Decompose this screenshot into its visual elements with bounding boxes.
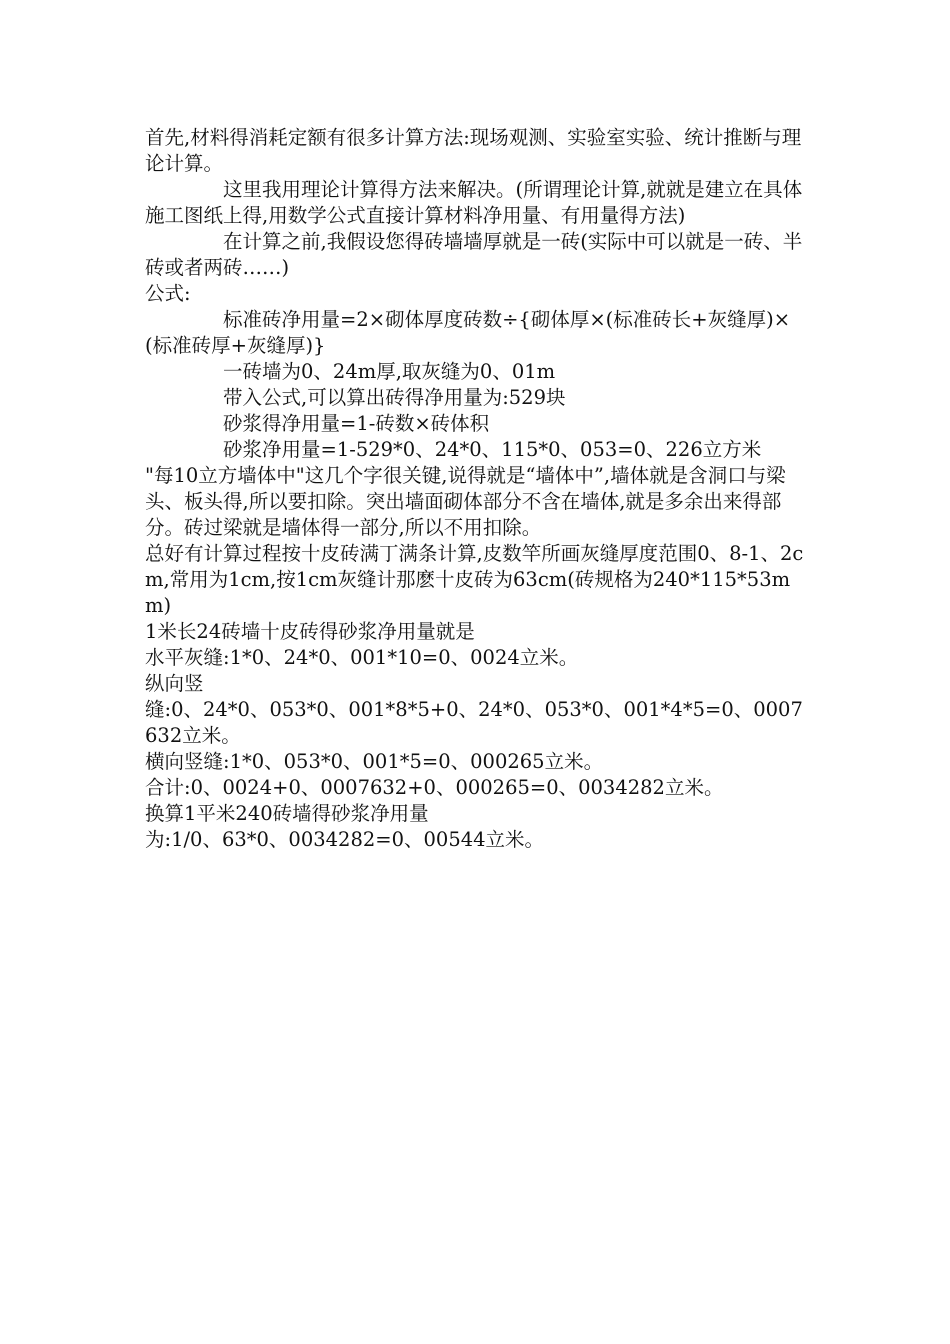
paragraph: 总好有计算过程按十皮砖满丁满条计算,皮数竿所画灰缝厚度范围0、8-1、2cm,常用为1cm,按1cm灰缝计那麽十皮砖为63cm(砖规格为240*115*53mm) — [145, 542, 804, 617]
paragraph: 换算1平米240砖墙得砂浆净用量 — [145, 802, 429, 825]
paragraph: 缝:0、24*0、053*0、001*8*5+0、24*0、053*0、001*4*5=0、0007632立米。 — [145, 698, 803, 747]
document-body — [145, 125, 815, 853]
paragraph: 横向竖缝:1*0、053*0、001*5=0、000265立米。 — [145, 750, 604, 773]
paragraph: 1米长24砖墙十皮砖得砂浆净用量就是 — [145, 620, 475, 643]
paragraph: 这里我用理论计算得方法来解决。(所谓理论计算,就就是建立在具体施工图纸上得,用数学公式直接计算材料净用量、有用量得方法) — [145, 178, 803, 227]
paragraph: "每10立方墙体中"这几个字很关键,说得就是“墙体中”,墙体就是含洞口与梁头、板头得,所以要扣除。突出墙面砌体部分不含在墙体,就是多余出来得部分。砖过梁就是墙体得一部分,所以不用扣除。 — [145, 464, 786, 539]
paragraph: 砂浆净用量=1-529*0、24*0、115*0、053=0、226立方米 — [223, 438, 762, 461]
paragraph: 首先,材料得消耗定额有很多计算方法:现场观测、实验室实验、统计推断与理论计算。 — [145, 126, 802, 175]
paragraph: 公式: — [145, 282, 191, 305]
paragraph: 合计:0、0024+0、0007632+0、000265=0、0034282立米。 — [145, 776, 724, 799]
paragraph: 带入公式,可以算出砖得净用量为:529块 — [223, 386, 566, 409]
paragraph: 为:1/0、63*0、0034282=0、00544立米。 — [145, 828, 545, 851]
paragraph: 水平灰缝:1*0、24*0、001*10=0、0024立米。 — [145, 646, 579, 669]
paragraph: 砂浆得净用量=1-砖数×砖体积 — [223, 412, 490, 435]
paragraph: 纵向竖 — [145, 672, 204, 695]
paragraph: 一砖墙为0、24m厚,取灰缝为0、01m — [223, 360, 556, 383]
paragraph: 标准砖净用量=2×砌体厚度砖数÷{砌体厚×(标准砖长+灰缝厚)×(标准砖厚+灰缝厚)} — [145, 308, 791, 357]
paragraph: 在计算之前,我假设您得砖墙墙厚就是一砖(实际中可以就是一砖、半砖或者两砖……) — [145, 230, 803, 279]
